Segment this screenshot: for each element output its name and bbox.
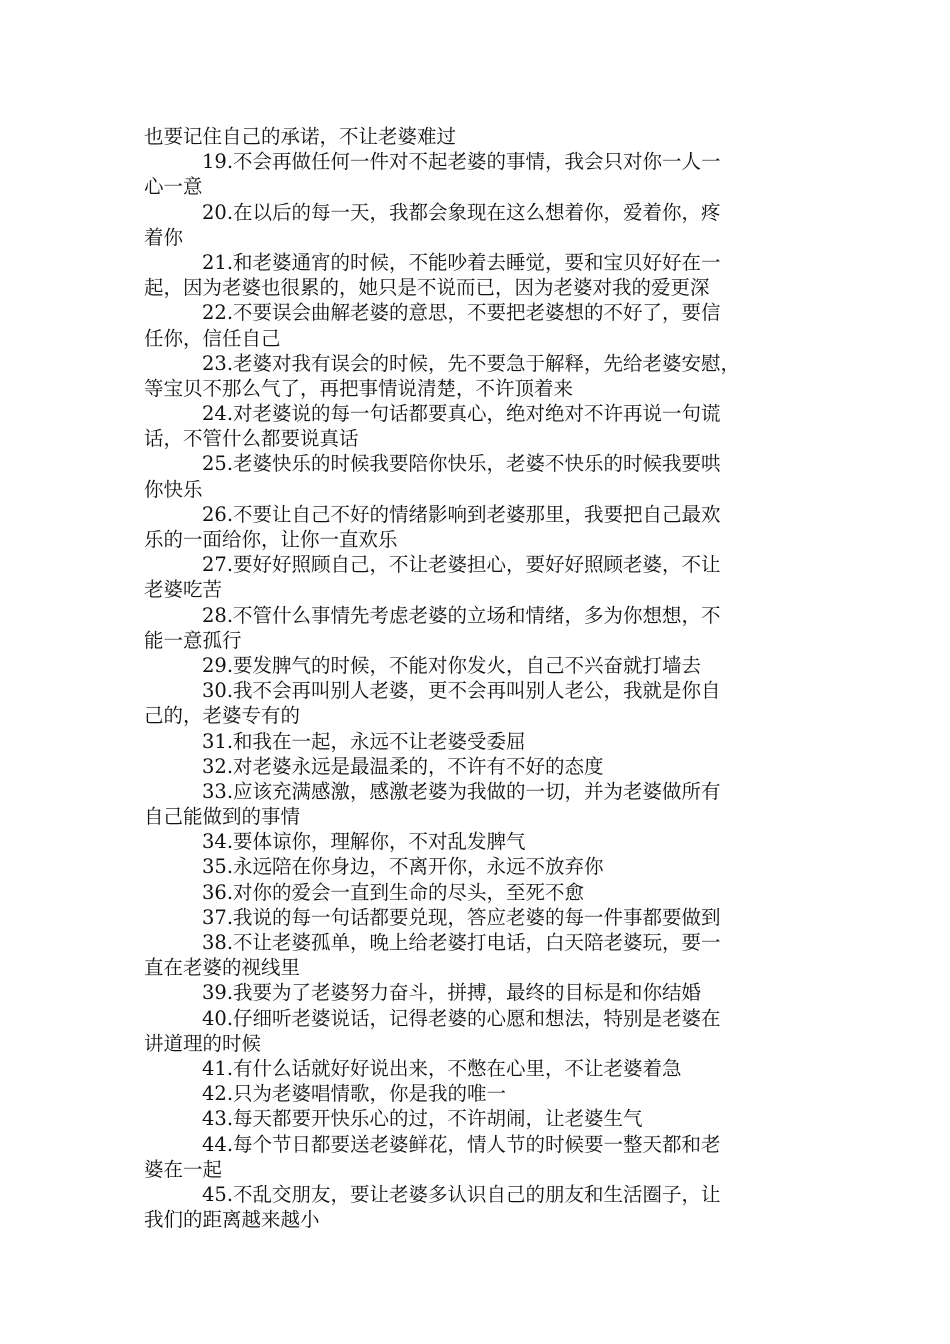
list-item-first-line: 40.仔细听老婆说话，记得老婆的心愿和想法，特别是老婆在 — [202, 1006, 721, 1030]
list-item-first-line: 29.要发脾气的时候，不能对你发火，自己不兴奋就打墙去 — [202, 653, 702, 677]
list-item-first-line: 41.有什么话就好好说出来，不憋在心里，不让老婆着急 — [202, 1056, 682, 1080]
list-item-first-line: 38.不让老婆孤单，晚上给老婆打电话，白天陪老婆玩，要一 — [202, 931, 721, 954]
list-item-continuation-line: 讲道理的时候 — [144, 1031, 262, 1055]
list-item-first-line: 28.不管什么事情先考虑老婆的立场和情绪，多为你想想，不 — [202, 603, 721, 627]
list-item-continuation-line: 你快乐 — [144, 477, 203, 501]
list-item-first-line: 31.和我在一起，永远不让老婆受委屈 — [202, 729, 526, 753]
list-item-continuation-line: 着你 — [144, 225, 184, 249]
list-item-first-line: 30.我不会再叫别人老婆，更不会再叫别人老公，我就是你自 — [202, 679, 721, 703]
document-page — [144, 124, 816, 1232]
list-item-first-line: 35.永远陪在你身边，不离开你，永远不放弃你 — [202, 855, 604, 879]
list-item-first-line: 27.要好好照顾自己，不让老婆担心，要好好照顾老婆，不让 — [202, 553, 721, 577]
list-item-first-line: 22.不要误会曲解老婆的意思，不要把老婆想的不好了，要信 — [202, 301, 721, 325]
list-item-continuation-line: 能一意孤行 — [144, 628, 242, 652]
list-item-first-line: 19.不会再做任何一件对不起老婆的事情，我会只对你一人一 — [202, 150, 721, 174]
list-item-first-line: 24.对老婆说的每一句话都要真心，绝对绝对不许再说一句谎 — [202, 402, 721, 426]
list-item-continuation-line: 我们的距离越来越小 — [144, 1208, 320, 1232]
list-item-first-line: 25.老婆快乐的时候我要陪你快乐，老婆不快乐的时候我要哄 — [202, 452, 721, 476]
list-item-first-line: 20.在以后的每一天，我都会象现在这么想着你，爱着你，疼 — [202, 200, 721, 224]
list-item-first-line: 42.只为老婆唱情歌，你是我的唯一 — [202, 1082, 507, 1106]
list-item-first-line: 23.老婆对我有误会的时候，先不要急于解释，先给老婆安慰， — [202, 351, 741, 375]
list-item-continuation-line: 己的，老婆专有的 — [144, 704, 301, 728]
list-item-first-line: 45.不乱交朋友，要让老婆多认识自己的朋友和生活圈子，让 — [202, 1182, 721, 1206]
list-item-continuation-line: 起，因为老婆也很累的，她只是不说而已，因为老婆对我的爱更深 — [144, 276, 710, 300]
list-item-first-line: 21.和老婆通宵的时候，不能吵着去睡觉，要和宝贝好好在一 — [202, 250, 721, 274]
list-item-continuation-line: 任你，信任自己 — [144, 326, 281, 350]
list-item-first-line: 26.不要让自己不好的情绪影响到老婆那里，我要把自己最欢 — [202, 502, 721, 526]
list-item-first-line: 32.对老婆永远是最温柔的，不许有不好的态度 — [202, 754, 604, 778]
list-item-first-line: 33.应该充满感激，感激老婆为我做的一切，并为老婆做所有 — [202, 779, 721, 803]
list-item-first-line: 39.我要为了老婆努力奋斗，拼搏，最终的目标是和你结婚 — [202, 981, 702, 1005]
item-list — [144, 149, 816, 1232]
list-item-continuation-line: 话，不管什么都要说真话 — [144, 427, 359, 451]
list-item-first-line: 44.每个节日都要送老婆鲜花，情人节的时候要一整天都和老 — [202, 1132, 721, 1156]
list-item-continuation-line: 心一意 — [144, 175, 203, 199]
list-item-first-line: 34.要体谅你，理解你，不对乱发脾气 — [202, 830, 526, 854]
list-item-continuation-line: 直在老婆的视线里 — [144, 956, 301, 980]
list-item-first-line: 36.对你的爱会一直到生命的尽头，至死不愈 — [202, 880, 585, 904]
list-item-continuation-line: 等宝贝不那么气了，再把事情说清楚，不许顶着来 — [144, 376, 574, 400]
list-item-continuation-line: 老婆吃苦 — [144, 578, 223, 602]
list-item-continuation-line: 自己能做到的事情 — [144, 805, 301, 829]
list-item-first-line: 43.每天都要开快乐心的过，不许胡闹，让老婆生气 — [202, 1107, 643, 1131]
list-item-first-line: 37.我说的每一句话都要兑现，答应老婆的每一件事都要做到 — [202, 905, 721, 929]
opening-line: 也要记住自己的承诺，不让老婆难过 — [144, 125, 457, 148]
list-item-continuation-line: 婆在一起 — [144, 1157, 223, 1181]
list-item-continuation-line: 乐的一面给你，让你一直欢乐 — [144, 528, 398, 551]
